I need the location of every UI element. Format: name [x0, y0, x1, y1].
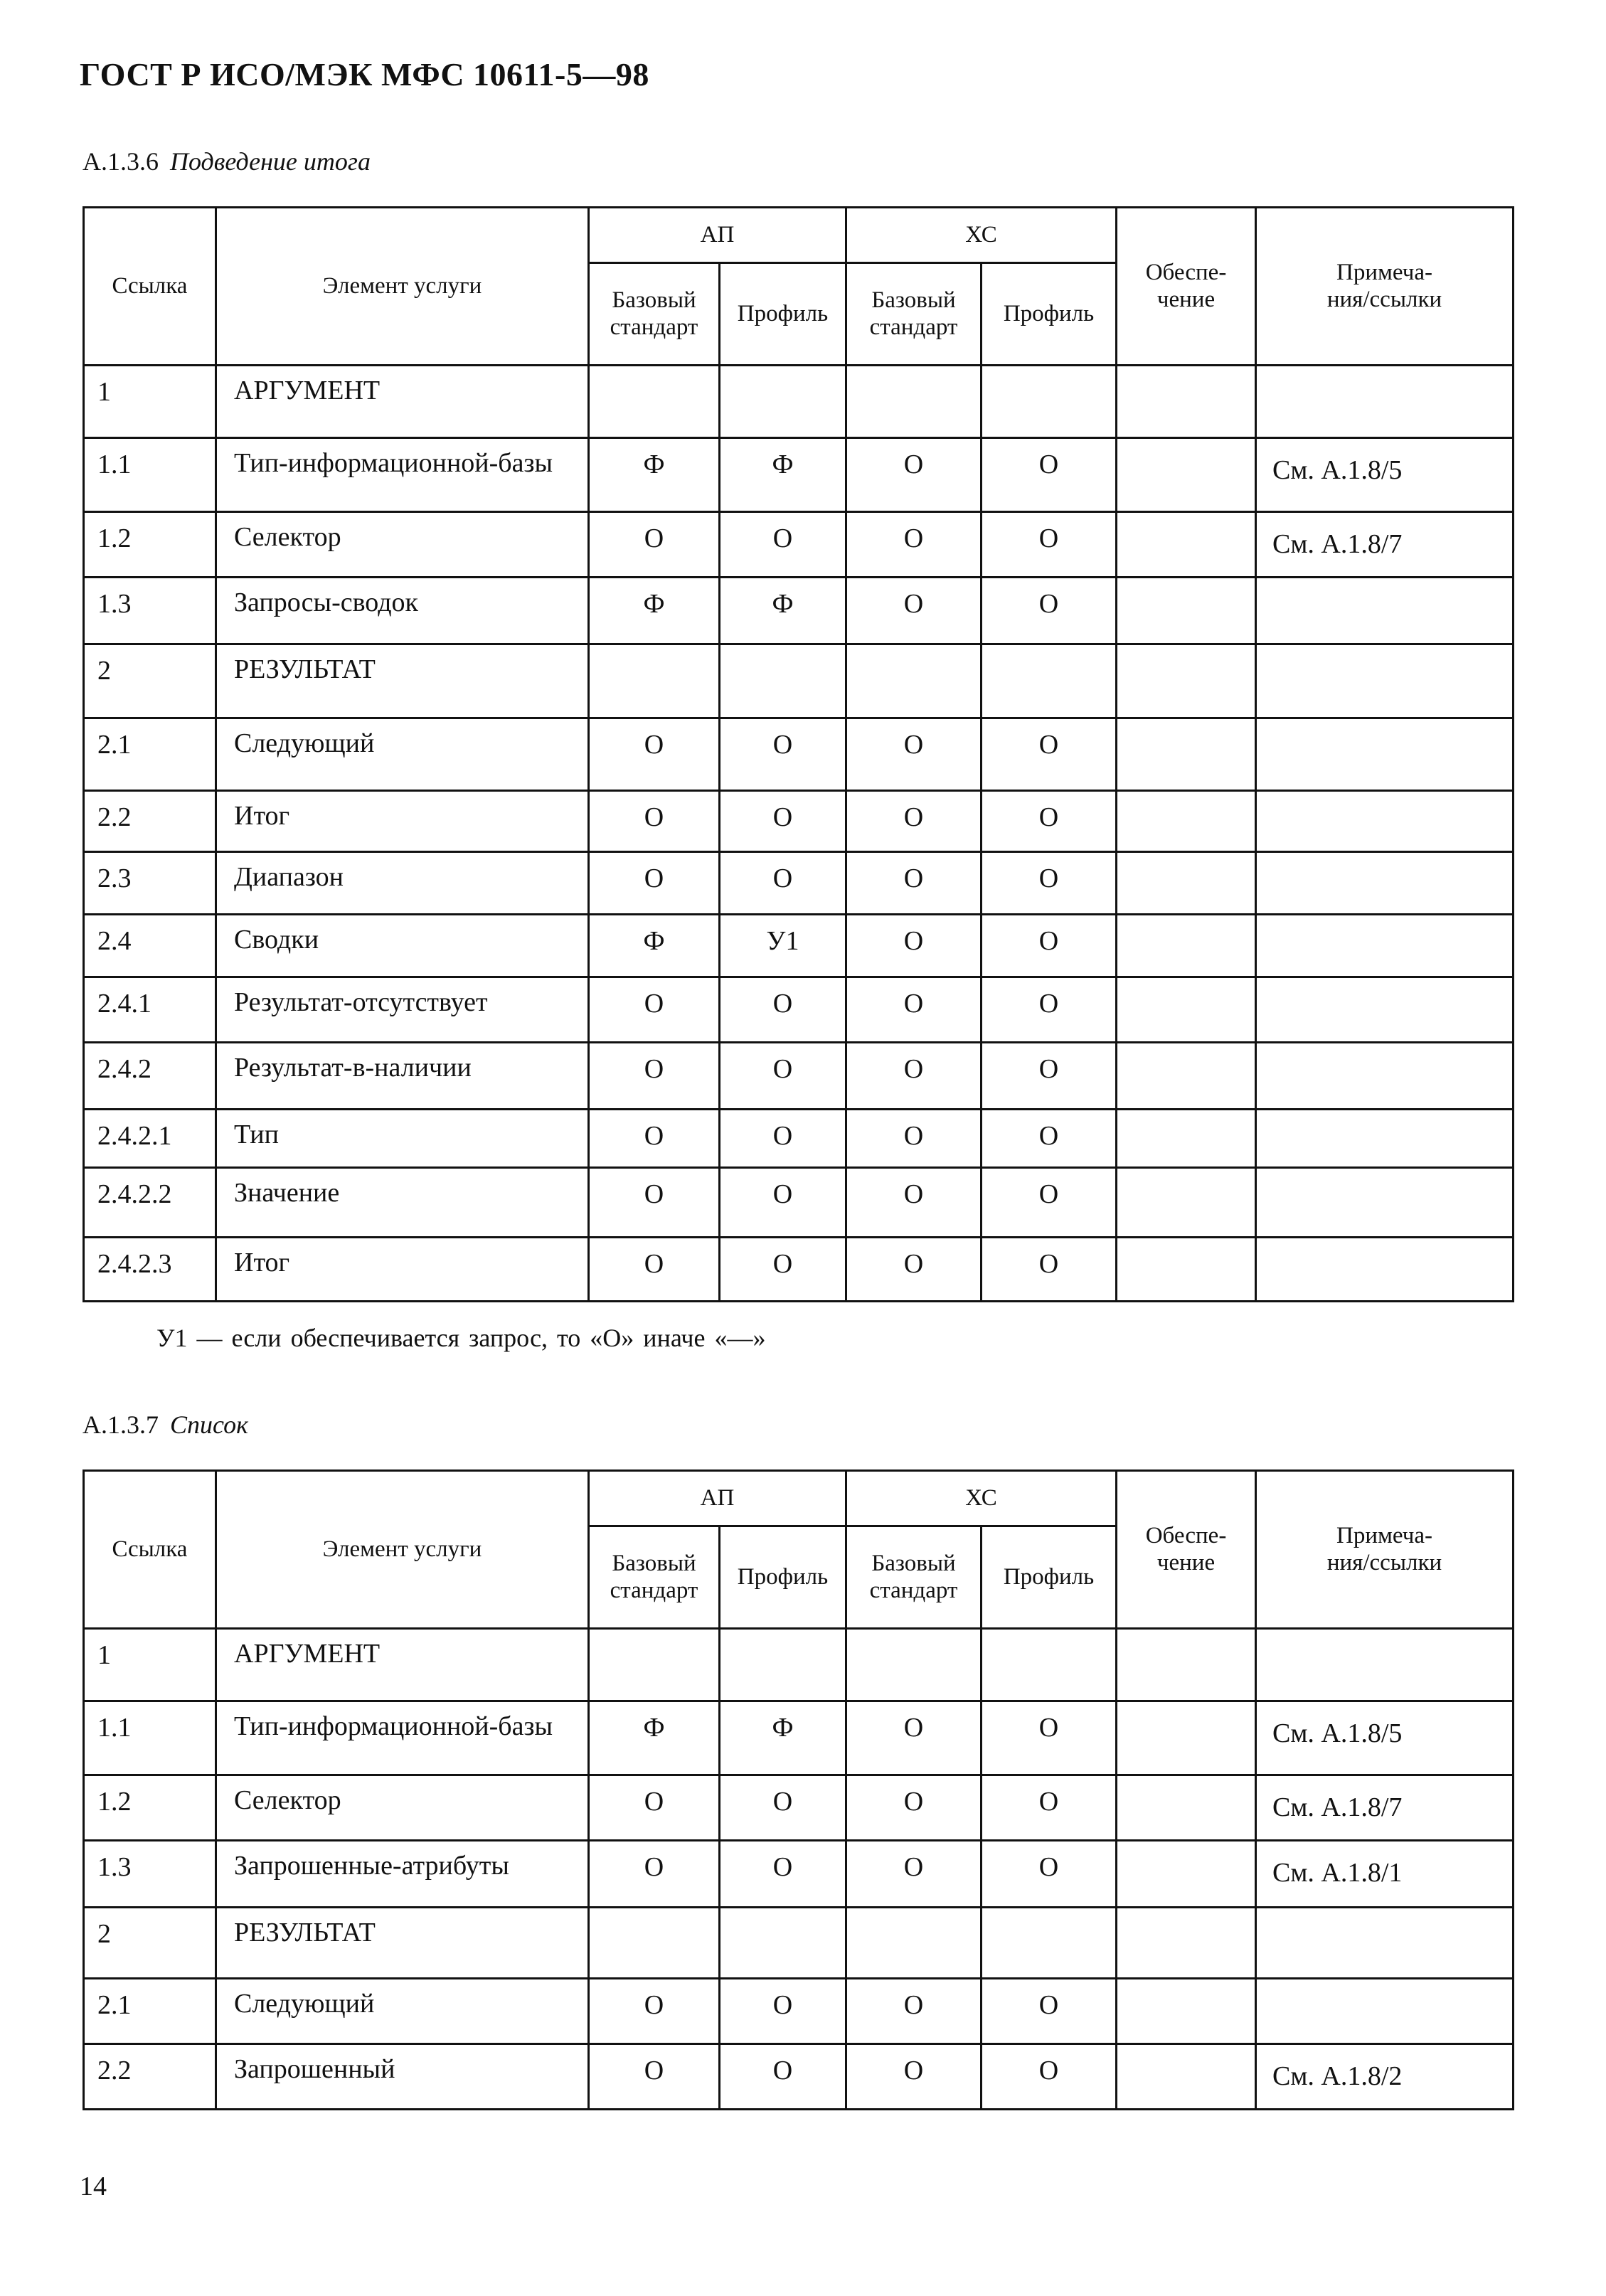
element-cell: РЕЗУЛЬТАТ — [216, 644, 589, 718]
element-cell: Следующий — [216, 718, 589, 791]
notes-cell — [1256, 718, 1514, 791]
table-row — [84, 578, 1514, 644]
ap-profile-cell — [720, 1908, 846, 1979]
support-cell — [1117, 852, 1256, 915]
element-cell: Диапазон — [216, 852, 589, 915]
support-cell — [1117, 366, 1256, 438]
section-number: А.1.3.7 — [83, 1410, 159, 1439]
ap-profile-cell: О — [720, 1238, 846, 1302]
table-row — [84, 915, 1514, 977]
notes-cell — [1256, 852, 1514, 915]
ap-base-cell: О — [589, 718, 720, 791]
xc-base-cell: О — [846, 1238, 982, 1302]
footnote: У1 — если обеспечивается запрос, то «О» иначе «—» — [156, 1324, 766, 1352]
xc-profile-cell: О — [982, 1775, 1117, 1841]
ref-cell: 2.4.2 — [84, 1043, 216, 1110]
ap-profile-cell: Ф — [720, 578, 846, 644]
ap-base-cell: О — [589, 1841, 720, 1908]
column-header-xc-base: Базовый стандарт — [846, 263, 982, 366]
column-header-xc: ХС — [846, 208, 1117, 263]
element-cell: Селектор — [216, 512, 589, 578]
notes-cell — [1256, 578, 1514, 644]
ap-profile-cell: Ф — [720, 438, 846, 512]
notes-cell — [1256, 1110, 1514, 1168]
ap-base-cell: Ф — [589, 915, 720, 977]
ref-cell: 2.2 — [84, 791, 216, 852]
ap-profile-cell: О — [720, 1775, 846, 1841]
table-row — [84, 1110, 1514, 1168]
xc-profile-cell: О — [982, 1110, 1117, 1168]
column-header-support: Обеспе- чение — [1117, 208, 1256, 366]
ap-base-cell — [589, 1629, 720, 1701]
ap-base-cell: Ф — [589, 1701, 720, 1775]
column-header-ref: Ссылка — [84, 208, 216, 366]
xc-base-cell: О — [846, 718, 982, 791]
notes-cell — [1256, 1043, 1514, 1110]
ap-profile-cell — [720, 644, 846, 718]
ref-cell: 2.4.2.1 — [84, 1110, 216, 1168]
ref-cell: 2.4 — [84, 915, 216, 977]
page-number: 14 — [80, 2172, 107, 2201]
xc-profile-cell: О — [982, 1238, 1117, 1302]
element-cell: Запрошенные-атрибуты — [216, 1841, 589, 1908]
xc-profile-cell: О — [982, 1979, 1117, 2044]
support-cell — [1117, 512, 1256, 578]
ap-base-cell: О — [589, 512, 720, 578]
xc-base-cell: О — [846, 915, 982, 977]
ref-cell: 1.3 — [84, 578, 216, 644]
notes-cell: См. А.1.8/2 — [1256, 2044, 1514, 2110]
xc-profile-cell: О — [982, 852, 1117, 915]
ap-profile-cell: О — [720, 977, 846, 1043]
ap-base-cell — [589, 644, 720, 718]
column-header-ref: Ссылка — [84, 1471, 216, 1629]
support-cell — [1117, 977, 1256, 1043]
ap-base-cell: О — [589, 2044, 720, 2110]
table-row — [84, 1168, 1514, 1238]
support-cell — [1117, 1168, 1256, 1238]
ap-profile-cell: О — [720, 718, 846, 791]
xc-base-cell — [846, 366, 982, 438]
xc-base-cell — [846, 1629, 982, 1701]
element-cell: Следующий — [216, 1979, 589, 2044]
notes-cell — [1256, 915, 1514, 977]
table-row — [84, 1629, 1514, 1701]
notes-cell — [1256, 791, 1514, 852]
xc-base-cell: О — [846, 1701, 982, 1775]
support-cell — [1117, 791, 1256, 852]
element-cell: АРГУМЕНТ — [216, 366, 589, 438]
table-row — [84, 852, 1514, 915]
element-cell: АРГУМЕНТ — [216, 1629, 589, 1701]
table-row — [84, 1979, 1514, 2044]
xc-base-cell: О — [846, 1110, 982, 1168]
xc-profile-cell — [982, 644, 1117, 718]
ap-base-cell — [589, 366, 720, 438]
xc-profile-cell: О — [982, 1701, 1117, 1775]
xc-profile-cell: О — [982, 512, 1117, 578]
ref-cell: 1.2 — [84, 512, 216, 578]
section-name: Подведение итога — [170, 147, 371, 176]
ap-base-cell: О — [589, 1110, 720, 1168]
xc-base-cell: О — [846, 1841, 982, 1908]
xc-profile-cell — [982, 366, 1117, 438]
requirements-table — [83, 1469, 1514, 2110]
column-header-notes: Примеча- ния/ссылки — [1256, 1471, 1514, 1629]
xc-profile-cell: О — [982, 1841, 1117, 1908]
notes-cell — [1256, 1168, 1514, 1238]
ap-profile-cell: О — [720, 1043, 846, 1110]
xc-profile-cell: О — [982, 915, 1117, 977]
section-title — [83, 147, 371, 176]
xc-profile-cell: О — [982, 718, 1117, 791]
support-cell — [1117, 718, 1256, 791]
section-title — [83, 1410, 248, 1440]
xc-base-cell: О — [846, 791, 982, 852]
column-header-ap: АП — [589, 208, 846, 263]
ap-base-cell: О — [589, 791, 720, 852]
xc-base-cell: О — [846, 2044, 982, 2110]
support-cell — [1117, 915, 1256, 977]
ap-base-cell: Ф — [589, 578, 720, 644]
xc-profile-cell: О — [982, 1043, 1117, 1110]
notes-cell: См. А.1.8/5 — [1256, 438, 1514, 512]
xc-base-cell: О — [846, 852, 982, 915]
xc-base-cell: О — [846, 1043, 982, 1110]
ap-profile-cell — [720, 1629, 846, 1701]
table-row — [84, 2044, 1514, 2110]
element-cell: Тип-информационной-базы — [216, 1701, 589, 1775]
ap-profile-cell: О — [720, 2044, 846, 2110]
ref-cell: 1.1 — [84, 438, 216, 512]
table-row — [84, 718, 1514, 791]
table-row — [84, 1908, 1514, 1979]
notes-cell — [1256, 644, 1514, 718]
element-cell: Результат-в-наличии — [216, 1043, 589, 1110]
ap-profile-cell — [720, 366, 846, 438]
element-cell: Значение — [216, 1168, 589, 1238]
xc-profile-cell — [982, 1629, 1117, 1701]
notes-cell: См. А.1.8/7 — [1256, 512, 1514, 578]
xc-profile-cell — [982, 1908, 1117, 1979]
table-row — [84, 1775, 1514, 1841]
notes-cell: См. А.1.8/5 — [1256, 1701, 1514, 1775]
ap-profile-cell: О — [720, 1168, 846, 1238]
table-row — [84, 644, 1514, 718]
ap-profile-cell: О — [720, 791, 846, 852]
ref-cell: 2.2 — [84, 2044, 216, 2110]
support-cell — [1117, 1841, 1256, 1908]
support-cell — [1117, 1701, 1256, 1775]
support-cell — [1117, 438, 1256, 512]
xc-base-cell — [846, 644, 982, 718]
xc-profile-cell: О — [982, 578, 1117, 644]
ap-base-cell — [589, 1908, 720, 1979]
element-cell: Сводки — [216, 915, 589, 977]
element-cell: Тип-информационной-базы — [216, 438, 589, 512]
ref-cell: 2.4.1 — [84, 977, 216, 1043]
notes-cell — [1256, 1238, 1514, 1302]
support-cell — [1117, 1629, 1256, 1701]
ap-base-cell: О — [589, 852, 720, 915]
notes-cell — [1256, 1629, 1514, 1701]
column-header-ap-profile: Профиль — [720, 263, 846, 366]
table-row — [84, 366, 1514, 438]
ap-base-cell: О — [589, 1043, 720, 1110]
document-header: ГОСТ Р ИСО/МЭК МФС 10611-5—98 — [80, 56, 649, 92]
table-row — [84, 791, 1514, 852]
element-cell: Запросы-сводок — [216, 578, 589, 644]
ap-profile-cell: О — [720, 1841, 846, 1908]
column-header-ap-profile: Профиль — [720, 1526, 846, 1629]
ap-base-cell: О — [589, 1238, 720, 1302]
ref-cell: 2 — [84, 1908, 216, 1979]
table-row — [84, 1238, 1514, 1302]
element-cell: Итог — [216, 1238, 589, 1302]
column-header-xc: ХС — [846, 1471, 1117, 1526]
ap-profile-cell: О — [720, 852, 846, 915]
ap-profile-cell: О — [720, 1110, 846, 1168]
ap-profile-cell: У1 — [720, 915, 846, 977]
section-number: А.1.3.6 — [83, 147, 159, 176]
column-header-xc-base: Базовый стандарт — [846, 1526, 982, 1629]
ap-base-cell: О — [589, 1775, 720, 1841]
support-cell — [1117, 1238, 1256, 1302]
table-row — [84, 1043, 1514, 1110]
ap-base-cell: Ф — [589, 438, 720, 512]
xc-base-cell: О — [846, 1979, 982, 2044]
xc-base-cell: О — [846, 1775, 982, 1841]
ap-profile-cell: Ф — [720, 1701, 846, 1775]
ap-base-cell: О — [589, 1168, 720, 1238]
ref-cell: 1.2 — [84, 1775, 216, 1841]
element-cell: РЕЗУЛЬТАТ — [216, 1908, 589, 1979]
xc-base-cell: О — [846, 578, 982, 644]
ap-profile-cell: О — [720, 1979, 846, 2044]
ref-cell: 1.3 — [84, 1841, 216, 1908]
ref-cell: 2.1 — [84, 1979, 216, 2044]
element-cell: Селектор — [216, 1775, 589, 1841]
column-header-xc-profile: Профиль — [982, 263, 1117, 366]
notes-cell — [1256, 1908, 1514, 1979]
xc-base-cell: О — [846, 512, 982, 578]
notes-cell: См. А.1.8/7 — [1256, 1775, 1514, 1841]
support-cell — [1117, 1043, 1256, 1110]
notes-cell — [1256, 977, 1514, 1043]
ref-cell: 2.4.2.3 — [84, 1238, 216, 1302]
column-header-ap-base: Базовый стандарт — [589, 1526, 720, 1629]
column-header-element: Элемент услуги — [216, 1471, 589, 1629]
ap-base-cell: О — [589, 1979, 720, 2044]
table-row — [84, 512, 1514, 578]
xc-base-cell — [846, 1908, 982, 1979]
support-cell — [1117, 1775, 1256, 1841]
column-header-ap-base: Базовый стандарт — [589, 263, 720, 366]
ref-cell: 1.1 — [84, 1701, 216, 1775]
support-cell — [1117, 1110, 1256, 1168]
xc-base-cell: О — [846, 1168, 982, 1238]
ref-cell: 2.3 — [84, 852, 216, 915]
section-name: Список — [170, 1410, 248, 1439]
xc-profile-cell: О — [982, 977, 1117, 1043]
column-header-xc-profile: Профиль — [982, 1526, 1117, 1629]
xc-profile-cell: О — [982, 1168, 1117, 1238]
ref-cell: 2.4.2.2 — [84, 1168, 216, 1238]
table-row — [84, 1701, 1514, 1775]
column-header-notes: Примеча- ния/ссылки — [1256, 208, 1514, 366]
table-row — [84, 1841, 1514, 1908]
column-header-element: Элемент услуги — [216, 208, 589, 366]
column-header-ap: АП — [589, 1471, 846, 1526]
support-cell — [1117, 1979, 1256, 2044]
xc-base-cell: О — [846, 438, 982, 512]
notes-cell: См. А.1.8/1 — [1256, 1841, 1514, 1908]
support-cell — [1117, 578, 1256, 644]
xc-base-cell: О — [846, 977, 982, 1043]
ref-cell: 2.1 — [84, 718, 216, 791]
support-cell — [1117, 644, 1256, 718]
ap-profile-cell: О — [720, 512, 846, 578]
element-cell: Итог — [216, 791, 589, 852]
element-cell: Тип — [216, 1110, 589, 1168]
xc-profile-cell: О — [982, 2044, 1117, 2110]
notes-cell — [1256, 366, 1514, 438]
ap-base-cell: О — [589, 977, 720, 1043]
requirements-table — [83, 206, 1514, 1302]
table-row — [84, 977, 1514, 1043]
xc-profile-cell: О — [982, 438, 1117, 512]
ref-cell: 2 — [84, 644, 216, 718]
column-header-support: Обеспе- чение — [1117, 1471, 1256, 1629]
ref-cell: 1 — [84, 1629, 216, 1701]
ref-cell: 1 — [84, 366, 216, 438]
element-cell: Запрошенный — [216, 2044, 589, 2110]
element-cell: Результат-отсутствует — [216, 977, 589, 1043]
xc-profile-cell: О — [982, 791, 1117, 852]
support-cell — [1117, 1908, 1256, 1979]
notes-cell — [1256, 1979, 1514, 2044]
table-row — [84, 438, 1514, 512]
support-cell — [1117, 2044, 1256, 2110]
